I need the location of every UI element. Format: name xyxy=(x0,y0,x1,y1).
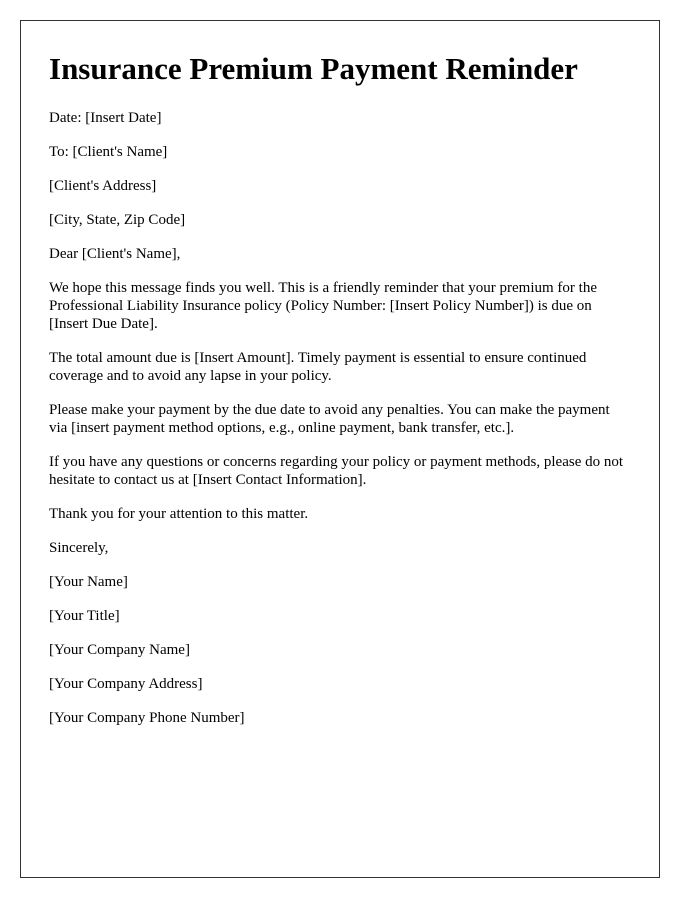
body-paragraph-reminder: We hope this message finds you well. This is a friendly reminder that your premium for the Professional Liability Insurance policy (Policy Number: [Insert Policy Number]) is due on [Insert Due Date]. xyxy=(49,280,597,332)
signature-company: [Your Company Name] xyxy=(49,642,190,658)
body-paragraph-thanks: Thank you for your attention to this matter. xyxy=(49,506,309,522)
body-paragraph-contact: If you have any questions or concerns regarding your policy or payment methods, please do not hesitate to contact us at [Insert Contact Information]. xyxy=(49,454,624,488)
body-paragraph-payment-method: Please make your payment by the due date to avoid any penalties. You can make the payment via [insert payment method options, e.g., online payment, bank transfer, etc.]. xyxy=(49,402,610,436)
salutation: Dear [Client's Name], xyxy=(49,246,181,262)
recipient-address: [Client's Address] xyxy=(49,178,157,194)
closing: Sincerely, xyxy=(49,540,109,556)
recipient-line: To: [Client's Name] xyxy=(49,144,168,160)
signature-company-address: [Your Company Address] xyxy=(49,676,203,692)
recipient-city: [City, State, Zip Code] xyxy=(49,212,186,228)
date-line: Date: [Insert Date] xyxy=(49,110,162,126)
letter-page xyxy=(20,20,660,878)
signature-name: [Your Name] xyxy=(49,574,128,590)
letter-title: Insurance Premium Payment Reminder xyxy=(49,51,578,86)
signature-title: [Your Title] xyxy=(49,608,120,624)
signature-company-phone: [Your Company Phone Number] xyxy=(49,710,245,726)
body-paragraph-amount: The total amount due is [Insert Amount]. Timely payment is essential to ensure continued coverage and to avoid any lapse in your policy. xyxy=(49,350,587,384)
